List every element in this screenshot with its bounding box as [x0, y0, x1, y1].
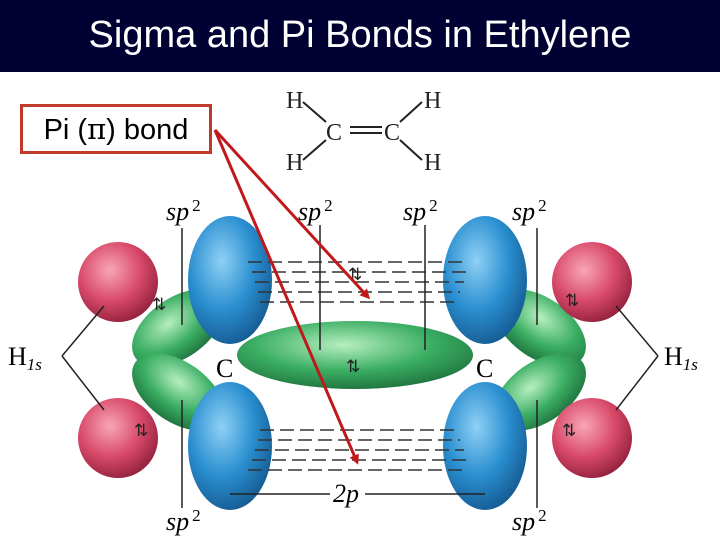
- sp2-label-bottom-right: sp 2: [512, 506, 547, 536]
- electron-pair-icon: ⇅: [348, 265, 363, 285]
- right-p-orbital-bottom: [443, 382, 527, 510]
- pi-symbol: π: [87, 112, 107, 146]
- 2p-label: 2p: [333, 479, 359, 508]
- electron-pair-icon: ⇅: [346, 357, 361, 377]
- electron-pair-icon: ⇅: [134, 421, 149, 441]
- hydrogen-label-left: H1s: [8, 342, 42, 374]
- sp2-label-top-right: sp 2: [512, 196, 547, 226]
- bond-line: [400, 140, 422, 160]
- bond-line: [303, 140, 326, 160]
- sp2-label-top-center-left: sp 2: [298, 196, 333, 226]
- sigma-bond-orbital: [237, 321, 473, 389]
- slide-title: Sigma and Pi Bonds in Ethylene: [88, 14, 632, 56]
- pi-bond-label: [20, 104, 212, 154]
- sp2-label-top-center-right: sp 2: [403, 196, 438, 226]
- electron-pair-icon: ⇅: [562, 421, 577, 441]
- pi-label-prefix: Pi (: [43, 114, 88, 146]
- carbon-label-left: C: [216, 354, 234, 383]
- structure-atom-h4: H: [424, 150, 442, 176]
- sp2-label-bottom-left: sp 2: [166, 506, 201, 536]
- electron-pair-icon: ⇅: [565, 291, 580, 311]
- structure-atom-h2: H: [286, 150, 304, 176]
- carbon-label-right: C: [476, 354, 494, 383]
- structure-atom-h3: H: [424, 88, 442, 114]
- hydrogen-label-right: H1s: [664, 342, 698, 374]
- structural-formula: [286, 88, 441, 176]
- sp2-label-top-left: sp 2: [166, 196, 201, 226]
- bond-line: [303, 102, 326, 122]
- structure-atom-c2: C: [384, 120, 401, 146]
- electron-pair-icon: ⇅: [152, 295, 167, 315]
- left-p-orbital-bottom: [188, 382, 272, 510]
- pi-label-suffix: ) bond: [106, 114, 189, 146]
- structure-atom-h1: H: [286, 88, 304, 114]
- bond-line: [400, 102, 422, 122]
- structure-atom-c1: C: [326, 120, 343, 146]
- h-s-orbital-top-left: [78, 242, 158, 322]
- right-p-orbital-top: [443, 216, 527, 344]
